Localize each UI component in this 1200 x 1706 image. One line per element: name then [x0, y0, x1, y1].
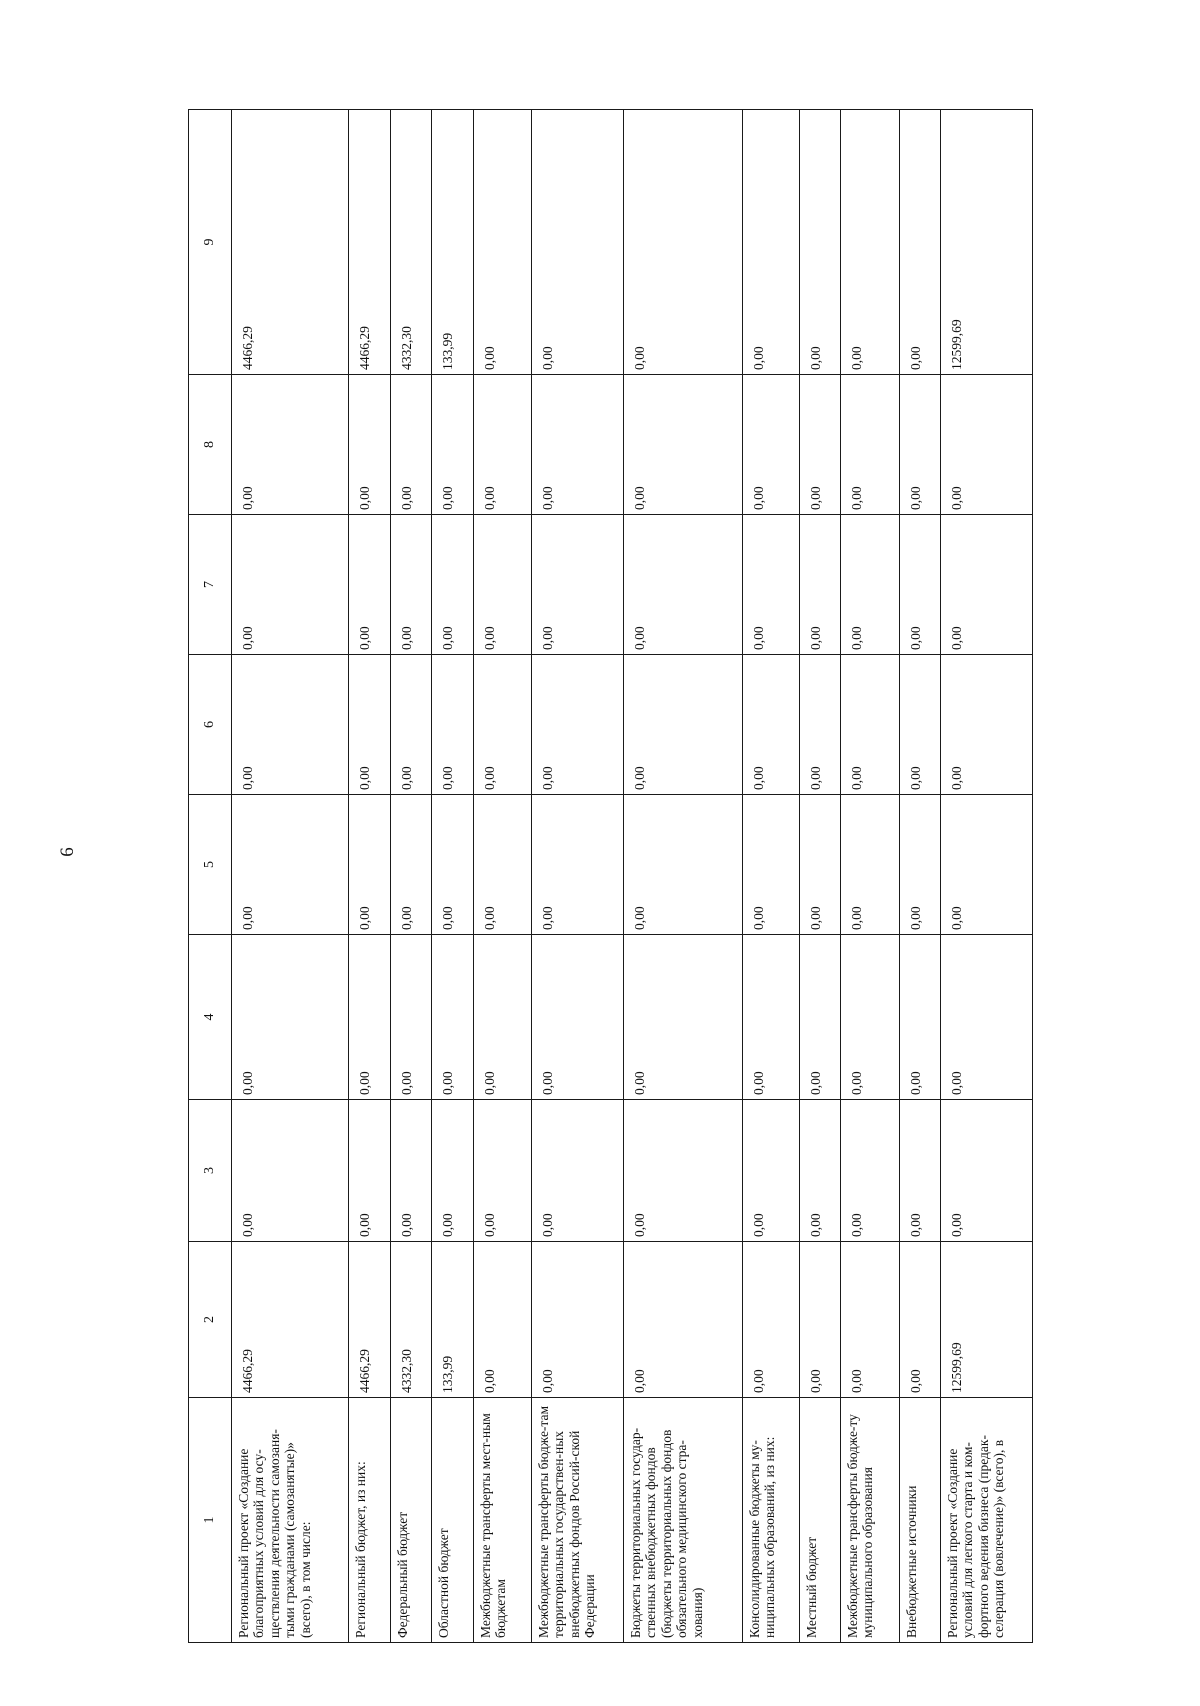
value-cell: 0,00 — [624, 375, 743, 515]
value-cell: 0,00 — [432, 375, 474, 515]
value-cell: 4332,30 — [391, 110, 432, 375]
value-cell: 0,00 — [474, 1100, 532, 1242]
value-cell: 0,00 — [391, 795, 432, 935]
value-cell: 0,00 — [624, 1100, 743, 1242]
value-cell: 0,00 — [349, 375, 391, 515]
value-cell: 0,00 — [349, 795, 391, 935]
value-cell: 0,00 — [800, 795, 841, 935]
header-row — [189, 110, 232, 1643]
header-cell: 1 — [189, 1398, 232, 1643]
value-cell: 0,00 — [232, 1100, 349, 1242]
value-cell: 0,00 — [624, 1242, 743, 1398]
value-cell: 0,00 — [900, 375, 941, 515]
value-cell: 0,00 — [474, 375, 532, 515]
value-cell: 0,00 — [841, 935, 900, 1100]
table-row — [743, 110, 800, 1643]
value-cell: 0,00 — [532, 795, 624, 935]
value-cell: 133,99 — [432, 110, 474, 375]
value-cell: 0,00 — [474, 110, 532, 375]
value-cell: 12599,69 — [941, 1242, 1033, 1398]
value-cell: 0,00 — [900, 110, 941, 375]
value-cell: 0,00 — [900, 515, 941, 655]
header-cell: 9 — [189, 110, 232, 375]
value-cell: 0,00 — [474, 795, 532, 935]
value-cell: 0,00 — [391, 935, 432, 1100]
value-cell: 0,00 — [474, 1242, 532, 1398]
value-cell: 0,00 — [900, 1242, 941, 1398]
row-label: Бюджеты территориальных государ-ственных внебюджетных фондов (бюджеты территориальных фондов обязательного медицинского стра-хования) — [624, 1398, 743, 1643]
value-cell: 0,00 — [532, 935, 624, 1100]
value-cell: 0,00 — [349, 935, 391, 1100]
value-cell: 0,00 — [624, 110, 743, 375]
rotated-table-wrapper — [188, 109, 1033, 1643]
row-label: Региональный бюджет, из них: — [349, 1398, 391, 1643]
value-cell: 0,00 — [743, 515, 800, 655]
value-cell: 0,00 — [841, 1100, 900, 1242]
value-cell: 0,00 — [532, 110, 624, 375]
value-cell: 0,00 — [841, 110, 900, 375]
table-row — [841, 110, 900, 1643]
value-cell: 0,00 — [349, 655, 391, 795]
value-cell: 0,00 — [841, 1242, 900, 1398]
value-cell: 0,00 — [624, 935, 743, 1100]
table-row — [532, 110, 624, 1643]
value-cell: 4466,29 — [232, 110, 349, 375]
value-cell: 0,00 — [474, 935, 532, 1100]
row-label: Межбюджетные трансферты бюдже-там территориальных государствен-ных внебюджетных фондов Россий-ской Федерации — [532, 1398, 624, 1643]
value-cell: 133,99 — [432, 1242, 474, 1398]
value-cell: 0,00 — [232, 795, 349, 935]
value-cell: 0,00 — [232, 935, 349, 1100]
value-cell: 0,00 — [743, 1100, 800, 1242]
value-cell: 0,00 — [941, 655, 1033, 795]
row-label: Консолидированные бюджеты му-ниципальных образований, из них: — [743, 1398, 800, 1643]
value-cell: 0,00 — [391, 515, 432, 655]
value-cell: 0,00 — [391, 655, 432, 795]
value-cell: 0,00 — [232, 375, 349, 515]
value-cell: 0,00 — [232, 655, 349, 795]
row-label: Региональный проект «Создание условий для легкого старта и ком-фортного ведения бизнеса (предак-селерация (вовлечение)» (всего), в — [941, 1398, 1033, 1643]
value-cell: 0,00 — [841, 655, 900, 795]
value-cell: 0,00 — [743, 110, 800, 375]
value-cell: 4466,29 — [349, 110, 391, 375]
value-cell: 0,00 — [900, 935, 941, 1100]
table-row — [941, 110, 1033, 1643]
table-row — [232, 110, 349, 1643]
value-cell: 0,00 — [800, 1100, 841, 1242]
value-cell: 0,00 — [941, 1100, 1033, 1242]
value-cell: 0,00 — [624, 795, 743, 935]
value-cell: 0,00 — [532, 1100, 624, 1242]
value-cell: 0,00 — [800, 935, 841, 1100]
value-cell: 0,00 — [532, 515, 624, 655]
table-row — [900, 110, 941, 1643]
value-cell: 0,00 — [941, 935, 1033, 1100]
value-cell: 0,00 — [349, 515, 391, 655]
value-cell: 0,00 — [900, 1100, 941, 1242]
value-cell: 0,00 — [474, 515, 532, 655]
value-cell: 0,00 — [900, 795, 941, 935]
value-cell: 0,00 — [800, 1242, 841, 1398]
value-cell: 0,00 — [432, 655, 474, 795]
value-cell: 0,00 — [532, 375, 624, 515]
value-cell: 12599,69 — [941, 110, 1033, 375]
value-cell: 0,00 — [800, 515, 841, 655]
table-row — [624, 110, 743, 1643]
value-cell: 0,00 — [391, 1100, 432, 1242]
header-cell: 8 — [189, 375, 232, 515]
value-cell: 0,00 — [232, 515, 349, 655]
header-cell: 2 — [189, 1242, 232, 1398]
header-cell: 7 — [189, 515, 232, 655]
table-row — [800, 110, 841, 1643]
value-cell: 0,00 — [841, 515, 900, 655]
value-cell: 0,00 — [743, 795, 800, 935]
header-cell: 4 — [189, 935, 232, 1100]
value-cell: 0,00 — [941, 515, 1033, 655]
value-cell: 0,00 — [941, 795, 1033, 935]
row-label: Внебюджетные источники — [900, 1398, 941, 1643]
value-cell: 4466,29 — [232, 1242, 349, 1398]
value-cell: 0,00 — [432, 935, 474, 1100]
value-cell: 0,00 — [800, 110, 841, 375]
row-label: Межбюджетные трансферты бюдже-ту муниципального образования — [841, 1398, 900, 1643]
page-number: 6 — [57, 847, 78, 857]
value-cell: 0,00 — [432, 1100, 474, 1242]
value-cell: 0,00 — [800, 655, 841, 795]
value-cell: 0,00 — [432, 515, 474, 655]
table-row — [391, 110, 432, 1643]
value-cell: 0,00 — [941, 375, 1033, 515]
value-cell: 0,00 — [841, 375, 900, 515]
value-cell: 0,00 — [900, 655, 941, 795]
header-cell: 5 — [189, 795, 232, 935]
value-cell: 0,00 — [349, 1100, 391, 1242]
value-cell: 0,00 — [624, 515, 743, 655]
row-label: Федеральный бюджет — [391, 1398, 432, 1643]
value-cell: 0,00 — [743, 935, 800, 1100]
value-cell: 0,00 — [624, 655, 743, 795]
value-cell: 0,00 — [800, 375, 841, 515]
value-cell: 0,00 — [532, 1242, 624, 1398]
value-cell: 0,00 — [391, 375, 432, 515]
row-label: Межбюджетные трансферты мест-ным бюджетам — [474, 1398, 532, 1643]
value-cell: 0,00 — [743, 1242, 800, 1398]
row-label: Местный бюджет — [800, 1398, 841, 1643]
value-cell: 0,00 — [432, 795, 474, 935]
value-cell: 0,00 — [841, 795, 900, 935]
table-row — [474, 110, 532, 1643]
row-label: Областной бюджет — [432, 1398, 474, 1643]
table-row — [349, 110, 391, 1643]
table-row — [432, 110, 474, 1643]
value-cell: 0,00 — [474, 655, 532, 795]
value-cell: 4332,30 — [391, 1242, 432, 1398]
row-label: Региональный проект «Создание благоприятных условий для осу-ществления деятельности самозаня-тыми гражданами (самозанятые)» (всего), в том числе: — [232, 1398, 349, 1643]
header-cell: 6 — [189, 655, 232, 795]
value-cell: 0,00 — [743, 375, 800, 515]
budget-table — [188, 109, 1033, 1643]
header-cell: 3 — [189, 1100, 232, 1242]
value-cell: 0,00 — [743, 655, 800, 795]
value-cell: 4466,29 — [349, 1242, 391, 1398]
value-cell: 0,00 — [532, 655, 624, 795]
